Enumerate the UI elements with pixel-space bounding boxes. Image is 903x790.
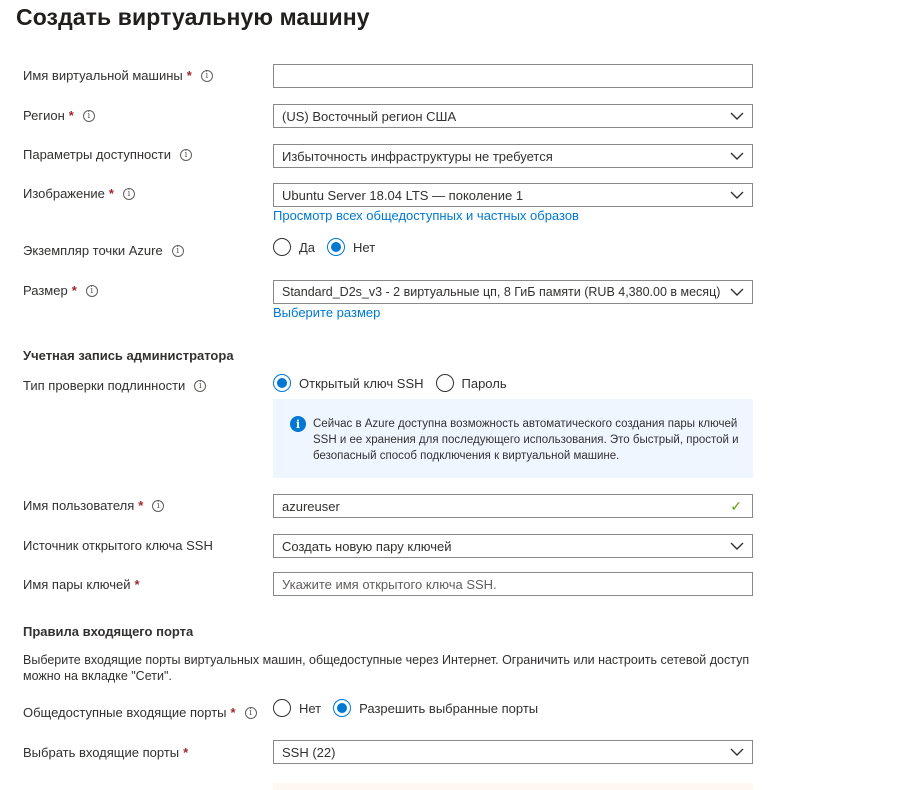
region-label	[23, 108, 95, 123]
info-icon[interactable]: i	[172, 245, 184, 257]
ports-option-none-label: Нет	[299, 700, 322, 716]
spot-option-yes-label: Да	[299, 239, 316, 255]
key-pair-label-text: Имя пары ключей	[23, 577, 131, 592]
vm-name-label-text: Имя виртуальной машины	[23, 68, 183, 83]
key-pair-label	[23, 577, 140, 592]
size-dropdown[interactable]	[273, 280, 753, 304]
info-icon[interactable]: i	[86, 285, 98, 297]
ports-radio-none[interactable]	[273, 699, 291, 717]
spot-option-no-label: Нет	[353, 239, 376, 255]
image-dropdown[interactable]	[273, 183, 753, 207]
required-marker: *	[138, 498, 144, 513]
chevron-down-icon	[730, 285, 744, 299]
required-marker: *	[68, 108, 74, 123]
chevron-down-icon	[730, 109, 744, 123]
auth-radio-ssh[interactable]	[273, 374, 291, 392]
public-ports-radio-group	[273, 699, 550, 717]
info-icon[interactable]: i	[180, 149, 192, 161]
info-icon[interactable]: i	[201, 70, 213, 82]
username-value: azureuser	[282, 498, 340, 514]
select-ports-value: SSH (22)	[282, 744, 336, 760]
ssh-info-message: Сейчас в Azure доступна возможность автоматического создания пары ключей SSH и ее хранения для последующего использования. Это быстрый, простой и безопасный способ подключения к виртуальной машине.	[313, 418, 739, 462]
info-icon[interactable]: i	[123, 188, 135, 200]
admin-section-title: Учетная запись администратора	[23, 348, 234, 363]
ssh-source-label-text: Источник открытого ключа SSH	[23, 538, 213, 553]
key-pair-placeholder: Укажите имя открытого ключа SSH.	[282, 576, 497, 592]
public-ports-label-text: Общедоступные входящие порты	[23, 705, 227, 720]
info-icon[interactable]: i	[194, 380, 206, 392]
vm-name-input[interactable]	[273, 64, 753, 88]
select-size-link[interactable]: Выберите размер	[273, 305, 381, 320]
spot-label	[23, 243, 184, 258]
select-ports-label	[23, 745, 188, 760]
region-label-text: Регион	[23, 108, 65, 123]
ssh-source-value: Создать новую пару ключей	[282, 538, 452, 554]
required-marker: *	[134, 577, 140, 592]
spot-radio-no[interactable]	[327, 238, 345, 256]
availability-label	[23, 147, 192, 162]
size-value: Standard_D2s_v3 - 2 виртуальные цп, 8 ГиБ памяти (RUB 4,380.00 в месяц)	[282, 285, 721, 299]
spot-label-text: Экземпляр точки Azure	[23, 243, 163, 258]
info-icon[interactable]: i	[245, 707, 257, 719]
availability-value: Избыточность инфраструктуры не требуется	[282, 148, 553, 164]
chevron-down-icon	[730, 539, 744, 553]
inbound-description: Выберите входящие порты виртуальных машин, общедоступные через Интернет. Ограничить или настроить сетевой доступ можно на вкладке "Сети".	[23, 653, 750, 683]
info-icon[interactable]: i	[152, 500, 164, 512]
key-pair-input[interactable]	[273, 572, 753, 596]
username-label	[23, 498, 164, 513]
info-icon[interactable]: i	[83, 110, 95, 122]
spot-radio-group	[273, 238, 387, 256]
browse-images-link[interactable]: Просмотр всех общедоступных и частных образов	[273, 208, 579, 223]
ssh-source-label	[23, 538, 213, 553]
public-ports-label	[23, 705, 257, 720]
auth-option-ssh-label: Открытый ключ SSH	[299, 375, 424, 391]
size-label-text: Размер	[23, 283, 68, 298]
chevron-down-icon	[730, 188, 744, 202]
username-label-text: Имя пользователя	[23, 498, 135, 513]
required-marker: *	[71, 283, 77, 298]
required-marker: *	[108, 186, 114, 201]
required-marker: *	[183, 745, 189, 760]
region-dropdown[interactable]	[273, 104, 753, 128]
size-label	[23, 283, 98, 298]
checkmark-icon: ✓	[730, 497, 742, 514]
image-label	[23, 186, 135, 201]
availability-label-text: Параметры доступности	[23, 147, 171, 162]
ssh-info-box	[273, 399, 753, 478]
select-ports-dropdown[interactable]	[273, 740, 753, 764]
chevron-down-icon	[730, 149, 744, 163]
info-filled-icon: i	[290, 416, 306, 432]
region-value: (US) Восточный регион США	[282, 108, 457, 124]
auth-type-radio-group	[273, 374, 519, 392]
spot-radio-yes[interactable]	[273, 238, 291, 256]
availability-dropdown[interactable]	[273, 144, 753, 168]
auth-radio-password[interactable]	[436, 374, 454, 392]
required-marker: *	[230, 705, 236, 720]
ports-option-allow-label: Разрешить выбранные порты	[359, 700, 539, 716]
image-label-text: Изображение	[23, 186, 105, 201]
ports-radio-allow[interactable]	[333, 699, 351, 717]
image-value: Ubuntu Server 18.04 LTS — поколение 1	[282, 187, 524, 203]
warning-box-partial	[273, 783, 753, 790]
auth-type-label	[23, 378, 206, 393]
chevron-down-icon	[730, 745, 744, 759]
vm-name-label	[23, 68, 213, 83]
auth-option-password-label: Пароль	[461, 375, 507, 391]
page-title: Создать виртуальную машину	[16, 4, 370, 30]
ssh-source-dropdown[interactable]	[273, 534, 753, 558]
select-ports-label-text: Выбрать входящие порты	[23, 745, 180, 760]
auth-type-label-text: Тип проверки подлинности	[23, 378, 186, 393]
required-marker: *	[186, 68, 192, 83]
inbound-section-title: Правила входящего порта	[23, 624, 194, 639]
username-input[interactable]	[273, 494, 753, 518]
